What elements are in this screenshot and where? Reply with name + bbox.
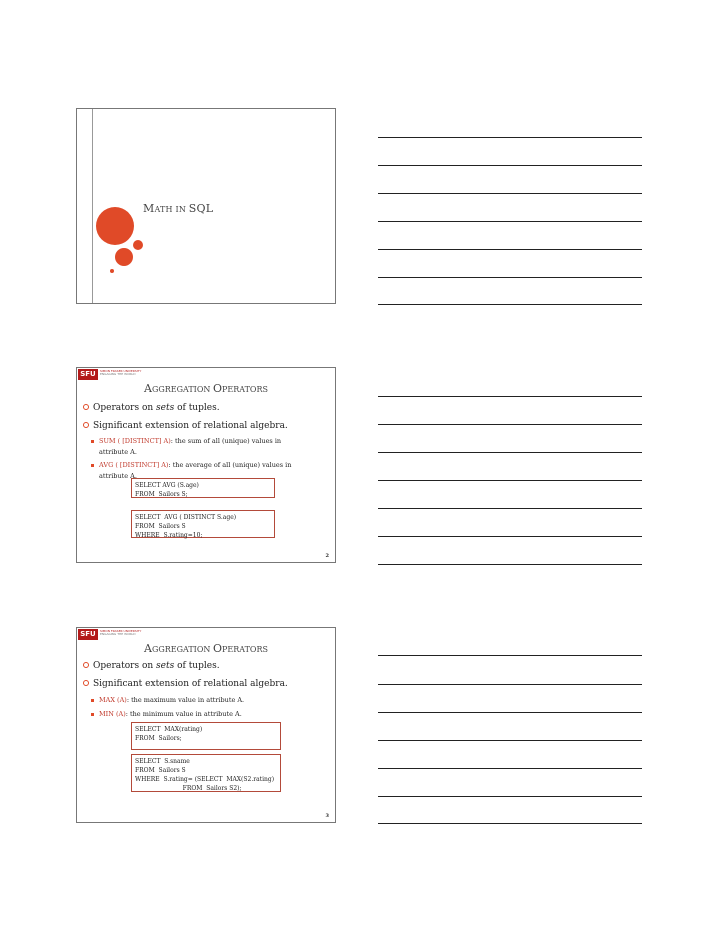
slide-2-title: AGGREGATION OPERATORS xyxy=(144,382,268,395)
page-number: 2 xyxy=(325,553,329,559)
small-decorative-circle xyxy=(133,240,143,250)
note-line xyxy=(378,768,642,769)
sql-code-box-2: SELECT S.sname FROM Sailors S WHERE S.rating= (SELECT MAX(S2.rating) FROM Sailors S2); xyxy=(131,754,281,792)
note-line xyxy=(378,221,642,222)
note-line xyxy=(378,277,642,278)
slide-1-title: MATH IN SQL xyxy=(143,202,214,215)
note-line xyxy=(378,424,642,425)
slide-3-title: AGGREGATION OPERATORS xyxy=(144,642,268,655)
bullet-operators: Operators on sets of tuples. xyxy=(83,661,220,671)
sub-bullet-sum: SUM ( [DISTINCT] A): the sum of all (unique) values in attribute A. xyxy=(99,436,299,458)
slide-divider-line xyxy=(92,109,93,303)
slide-3-thumbnail xyxy=(76,627,336,823)
slide-2-thumbnail xyxy=(76,367,336,563)
note-line xyxy=(378,796,642,797)
circle-bullet-icon xyxy=(83,662,89,668)
square-bullet-icon xyxy=(91,440,94,443)
sub-bullet-max: MAX (A): the maximum value in attribute A. xyxy=(99,695,299,706)
square-bullet-icon xyxy=(91,699,94,702)
note-line xyxy=(378,480,642,481)
note-line xyxy=(378,564,642,565)
note-line xyxy=(378,165,642,166)
bullet-operators: Operators on sets of tuples. xyxy=(83,403,220,413)
note-line xyxy=(378,684,642,685)
note-line xyxy=(378,304,642,305)
note-line xyxy=(378,452,642,453)
sql-code-box-1: SELECT AVG (S.age) FROM Sailors S; xyxy=(131,478,275,498)
note-line xyxy=(378,740,642,741)
sql-code-box-1: SELECT MAX(rating) FROM Sailors; xyxy=(131,722,281,750)
sfu-logo: SFU SIMON FRASER UNIVERSITY ENGAGING THE WORLD xyxy=(77,628,137,642)
sfu-logo: SFU SIMON FRASER UNIVERSITY ENGAGING THE WORLD xyxy=(77,368,137,382)
note-line xyxy=(378,536,642,537)
square-bullet-icon xyxy=(91,713,94,716)
tiny-decorative-circle xyxy=(110,269,114,273)
medium-decorative-circle xyxy=(115,248,133,266)
circle-bullet-icon xyxy=(83,680,89,686)
note-line xyxy=(378,137,642,138)
sub-bullet-min: MIN (A): the minimum value in attribute A. xyxy=(99,709,299,720)
circle-bullet-icon xyxy=(83,422,89,428)
bullet-extension: Significant extension of relational algebra. xyxy=(83,679,288,689)
note-line xyxy=(378,396,642,397)
page-number: 3 xyxy=(325,813,329,819)
sub-bullet-avg: AVG ( [DISTINCT] A): the average of all (unique) values in attribute A. xyxy=(99,460,299,482)
bullet-extension: Significant extension of relational algebra. xyxy=(83,421,288,431)
sql-code-box-2: SELECT AVG ( DISTINCT S.age) FROM Sailors S WHERE S.rating=10; xyxy=(131,510,275,538)
slide-1-thumbnail xyxy=(76,108,336,304)
note-line xyxy=(378,508,642,509)
note-line xyxy=(378,249,642,250)
note-line xyxy=(378,712,642,713)
circle-bullet-icon xyxy=(83,404,89,410)
note-line xyxy=(378,655,642,656)
note-line xyxy=(378,823,642,824)
large-decorative-circle xyxy=(96,207,134,245)
square-bullet-icon xyxy=(91,464,94,467)
note-line xyxy=(378,193,642,194)
